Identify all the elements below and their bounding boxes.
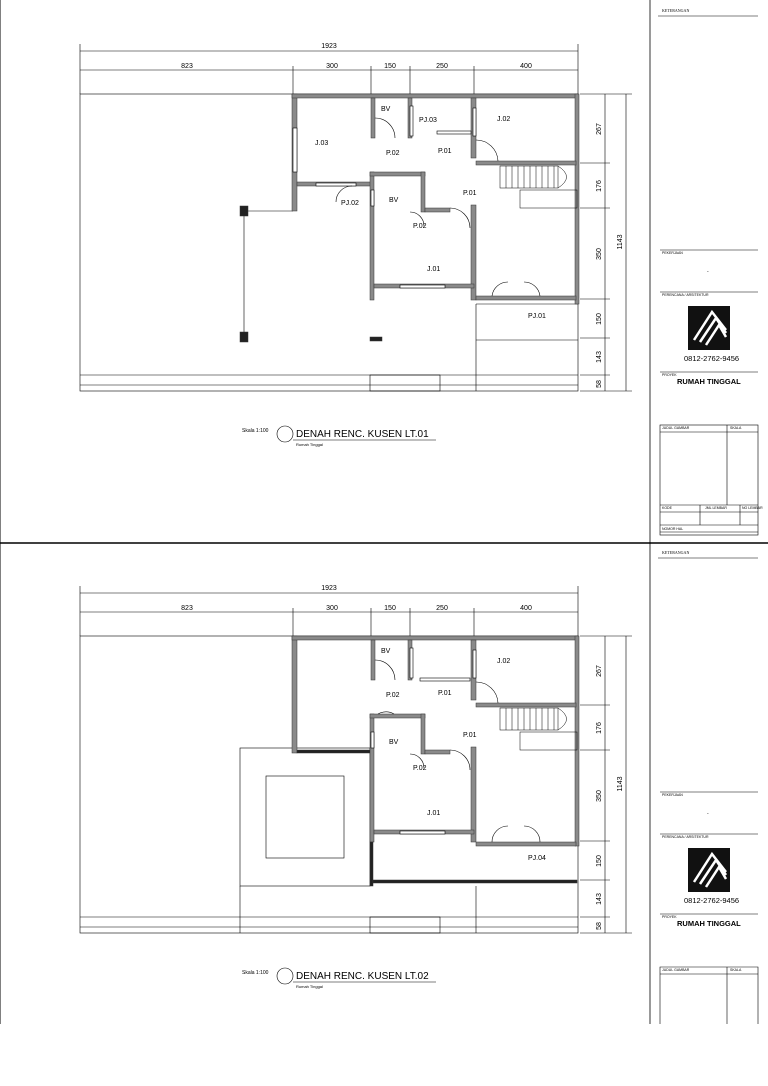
tb-perencana: PERENCANA / ARSITEKTUR [662,835,709,839]
site-outline [80,636,578,933]
tb-pekerjaan: PEKERJAAN [662,793,683,797]
label-p02-top: P.02 [386,692,400,699]
label-j03: J.03 [315,140,329,147]
plan-caption [242,426,436,447]
caption-title: DENAH RENC. KUSEN LT.02 [296,971,429,982]
dim-v4: 150 [596,855,603,867]
dim-total-width: 1923 [321,43,337,50]
tb-project: RUMAH TINGGAL [677,377,741,386]
label-p02-mid: P.02 [413,765,427,772]
drawing-sheet-lt02 [0,542,768,1086]
label-pj02: PJ.02 [341,200,359,207]
dim-seg2: 300 [326,605,338,612]
tb-dash: - [707,811,709,817]
caption-scale: Skala 1:100 [242,970,269,976]
tb-phone: 0812-2762-9456 [684,896,740,905]
plan-caption [242,968,436,989]
vertical-dimensions [580,636,632,933]
dim-seg4: 250 [436,63,448,70]
tb-pekerjaan: PEKERJAAN [662,251,683,255]
dim-seg3: 150 [384,605,396,612]
label-p02-top: P.02 [386,150,400,157]
tb-project: RUMAH TINGGAL [677,919,741,928]
dim-seg1: 823 [181,605,193,612]
dim-v5: 143 [596,893,603,905]
dim-v1: 267 [596,123,603,135]
floor-plan-lt02 [0,542,768,1086]
label-bv-mid: BV [389,739,399,746]
label-p01-mid: P.01 [463,190,477,197]
openings [293,106,540,296]
label-pj03: PJ.03 [419,117,437,124]
tb-kode: KODE [662,506,672,510]
label-bv-top: BV [381,648,391,655]
firm-logo [688,306,730,350]
label-j01: J.01 [427,810,441,817]
label-bv-mid: BV [389,197,399,204]
dim-seg2: 300 [326,63,338,70]
tb-phone: 0812-2762-9456 [684,354,740,363]
caption-sub: Rumah Tinggal [296,442,323,447]
dim-total-height: 1143 [617,776,624,792]
label-pj04: PJ.04 [528,855,546,862]
tb-judul: JUDUL GAMBAR [662,426,690,430]
staircase [500,708,577,750]
dim-seg3: 150 [384,63,396,70]
dim-v3: 350 [596,790,603,802]
label-p01-top: P.01 [438,690,452,697]
keterangan-label: KETERANGAN [662,550,690,555]
label-p01-mid: P.01 [463,732,477,739]
keterangan-label: KETERANGAN [662,8,690,13]
tb-skala: SKALA [730,968,742,972]
tb-dash: - [707,269,709,275]
dim-v6: 58 [596,922,603,930]
label-bv-top: BV [381,106,391,113]
tb-judul: JUDUL GAMBAR [662,968,690,972]
dim-seg4: 250 [436,605,448,612]
tb-nomor: NOMOR HAL [662,527,684,531]
caption-sub: Rumah Tinggal [296,984,323,989]
tb-perencana: PERENCANA / ARSITEKTUR [662,293,709,297]
dim-total-width: 1923 [321,585,337,592]
label-j02: J.02 [497,658,511,665]
label-j02: J.02 [497,116,511,123]
caption-scale: Skala 1:100 [242,428,269,434]
staircase [500,166,577,208]
dim-v4: 150 [596,313,603,325]
title-block [660,792,758,1024]
dim-v6: 58 [596,380,603,388]
tb-no: NO LEMBAR [742,506,763,510]
dim-v3: 350 [596,248,603,260]
dim-v2: 176 [596,722,603,734]
vertical-dimensions [580,94,632,391]
tb-proyek: PROYEK [662,915,677,919]
dim-seg5: 400 [520,605,532,612]
tb-proyek: PROYEK [662,373,677,377]
dim-total-height: 1143 [617,234,624,250]
caption-title: DENAH RENC. KUSEN LT.01 [296,429,429,440]
tb-jml: JML LEMBAR [705,506,727,510]
label-j01: J.01 [427,266,441,273]
tb-skala: SKALA [730,426,742,430]
firm-logo [688,848,730,892]
dim-seg1: 823 [181,63,193,70]
label-pj01: PJ.01 [528,313,546,320]
dim-v1: 267 [596,665,603,677]
walls [240,94,579,342]
label-p02-mid: P.02 [413,223,427,230]
dim-v2: 176 [596,180,603,192]
dim-v5: 143 [596,351,603,363]
site-outline [80,94,578,391]
dim-seg5: 400 [520,63,532,70]
walls [292,636,579,886]
label-p01-top: P.01 [438,148,452,155]
